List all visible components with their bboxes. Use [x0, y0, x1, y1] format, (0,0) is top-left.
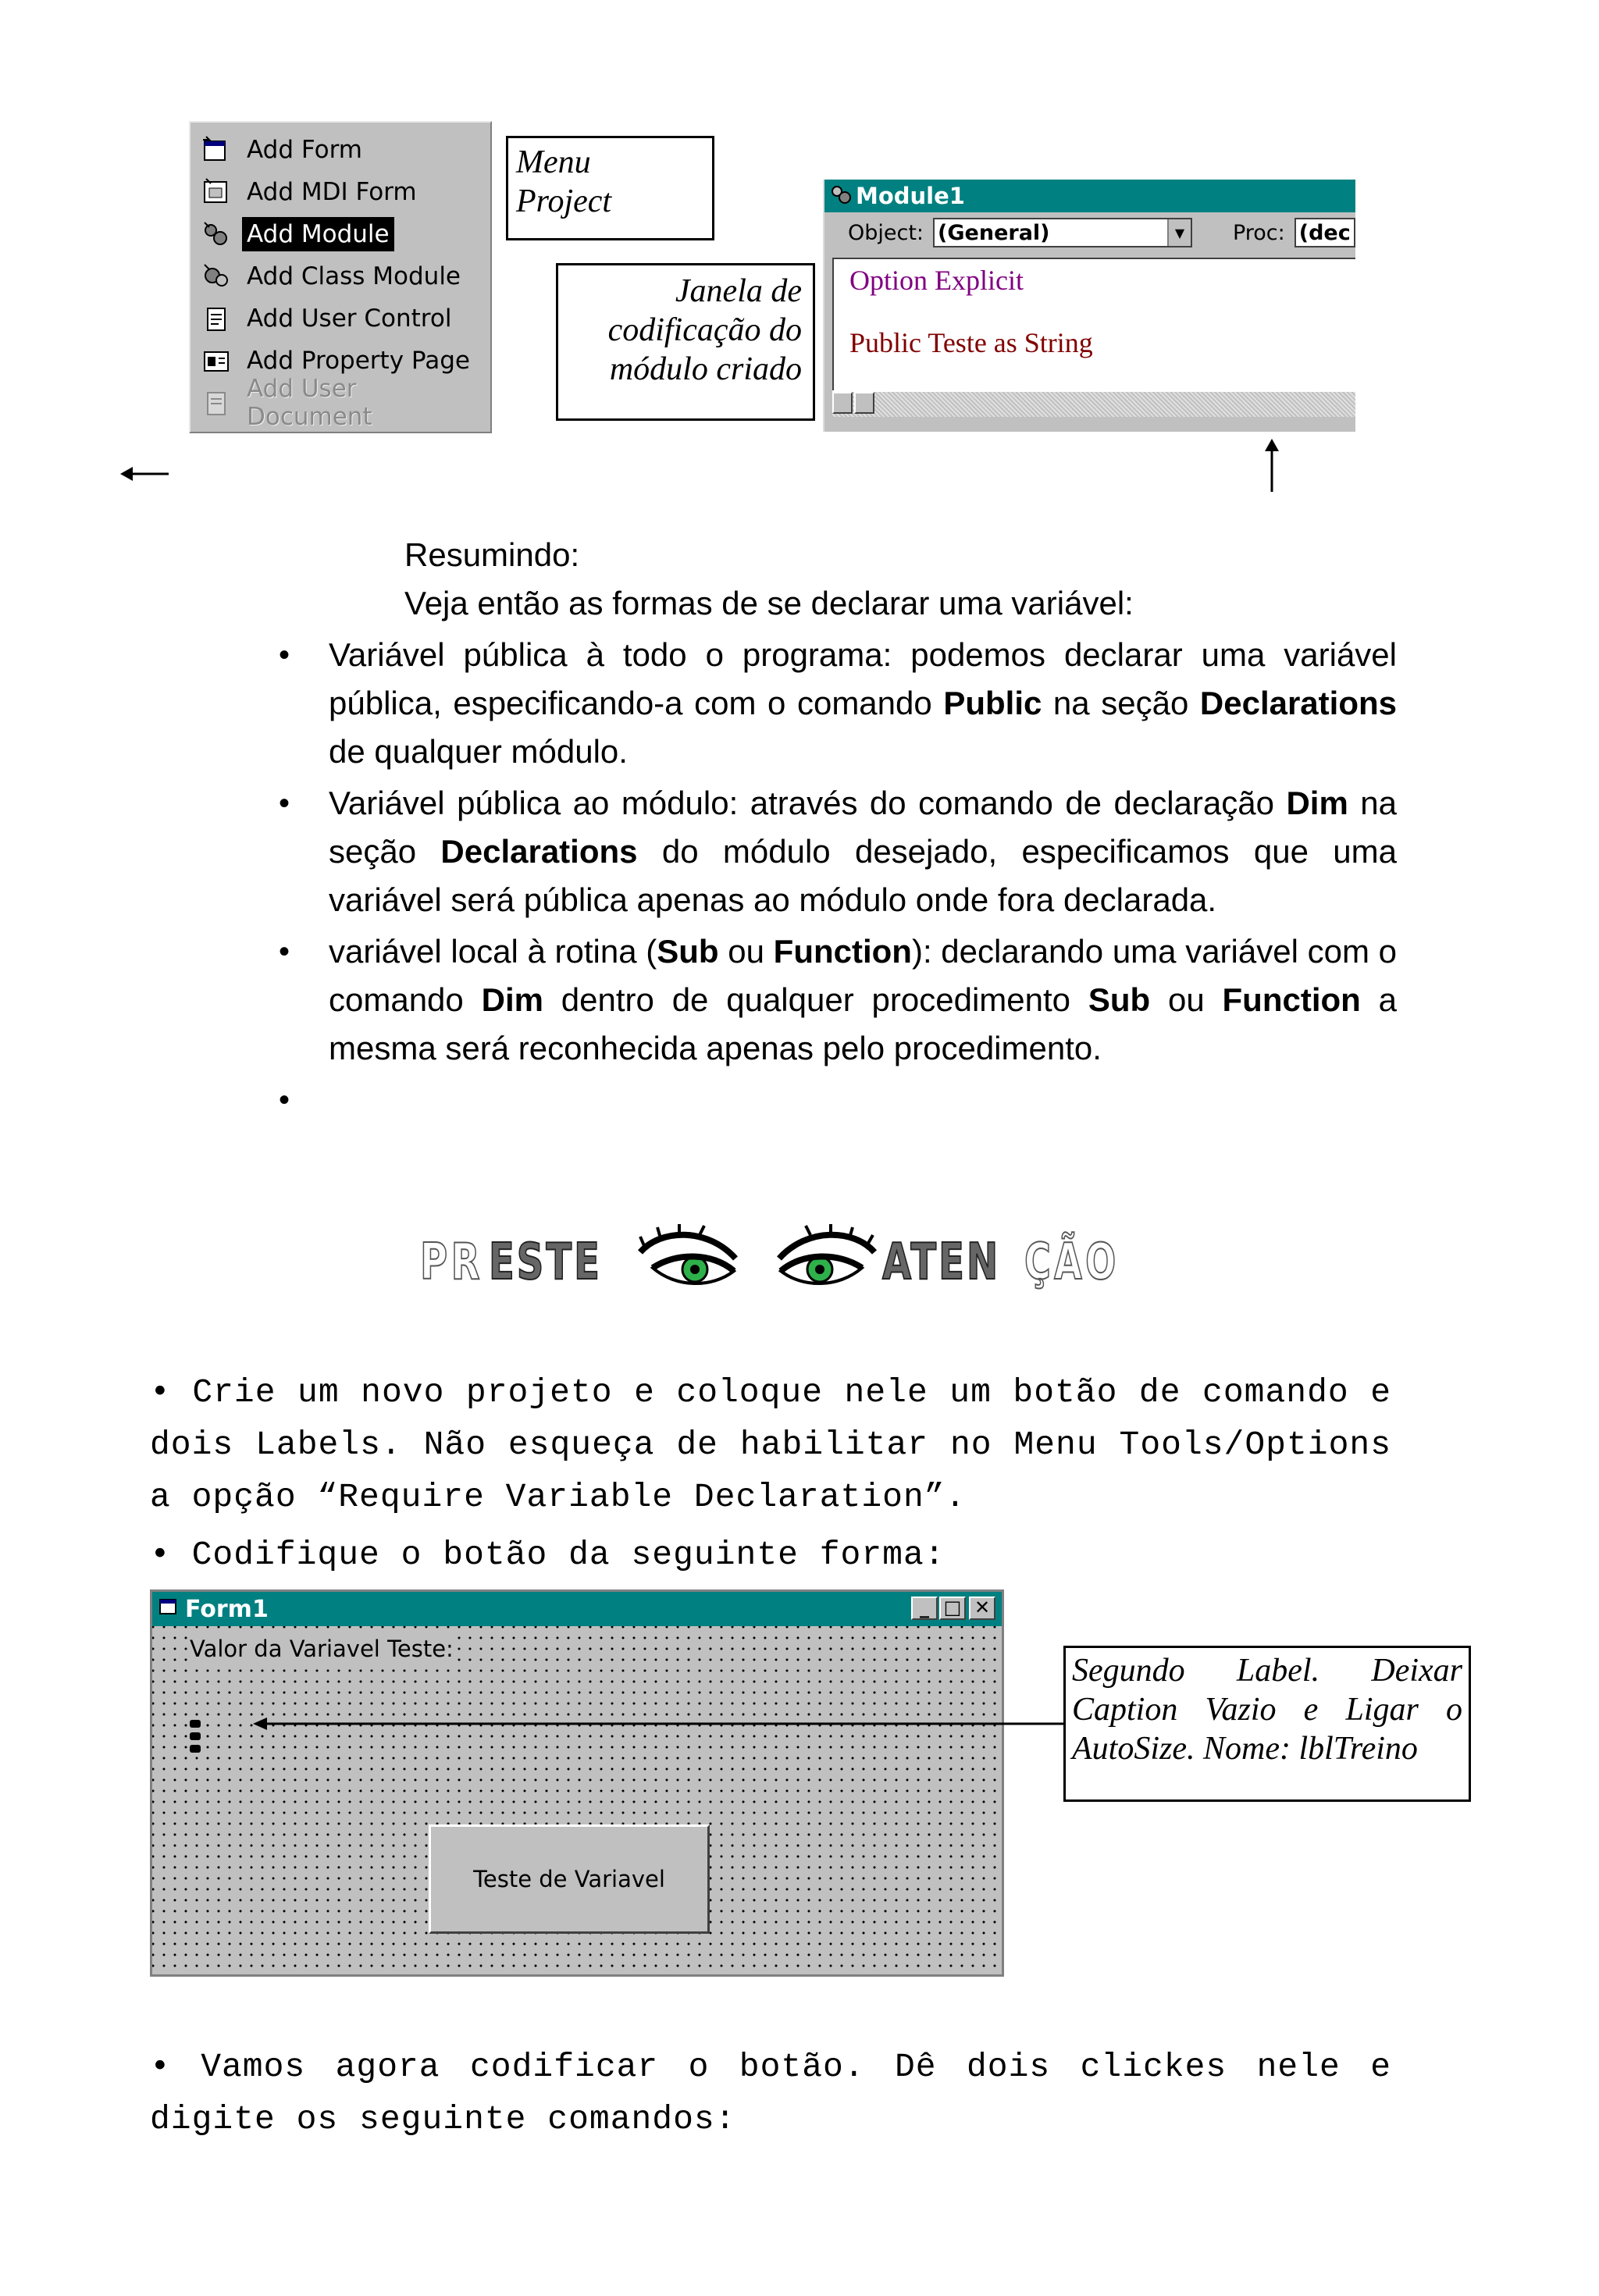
- chevron-down-icon[interactable]: ▼: [1167, 219, 1191, 246]
- form1-title: Form1: [185, 1595, 269, 1623]
- scroll-left-icon[interactable]: [832, 392, 853, 414]
- form1-window: [150, 1589, 1004, 1977]
- menu-item-add-form[interactable]: Add Form: [195, 129, 489, 171]
- bullet-local-routine: • variável local à rotina (Sub ou Function): declarando uma variável com o comando Dim dentro de qualquer procedimento Sub ou Function a mesma será reconhecida apenas pelo procedimento.: [279, 927, 1397, 1073]
- mdi-form-icon: [201, 177, 231, 207]
- code-line-public-teste: Public Teste as String: [849, 327, 1093, 358]
- label-valor-variavel[interactable]: Valor da Variavel Teste:: [190, 1636, 454, 1662]
- menu-item-add-user-control[interactable]: Add User Control: [195, 297, 489, 340]
- instruction-item-3: • Vamos agora codificar o botão. Dê dois clickes nele e digite os seguinte comandos:: [150, 2048, 1391, 2138]
- menu-item-add-module[interactable]: Add Module: [195, 213, 489, 255]
- close-icon[interactable]: ✕: [969, 1597, 995, 1620]
- bullet-public-program: • Variável pública à todo o programa: podemos declarar uma variável pública, especificando-a com o comando Public na seção Declarations de qualquer módulo.: [279, 631, 1397, 776]
- callout-segundo-label: Segundo Label. Deixar Caption Vazio e Ligar o AutoSize. Nome: lblTreino: [1063, 1646, 1471, 1802]
- module-icon: [829, 182, 853, 211]
- instruction-item-2: • Codifique o botão da seguinte forma:: [150, 1536, 946, 1574]
- pointer-arrow-icon: [250, 1714, 1070, 1738]
- up-arrow-icon: [1260, 437, 1284, 493]
- left-arrow-icon: [117, 462, 172, 486]
- proc-combo[interactable]: [1295, 218, 1355, 247]
- callout-janela-codificacao: Janela de codificação do módulo criado: [556, 263, 815, 421]
- menu-item-add-mdi-form[interactable]: Add MDI Form: [195, 171, 489, 213]
- form1-titlebar[interactable]: [152, 1592, 1002, 1626]
- left-eye-icon: [637, 1224, 740, 1299]
- menu-item-add-class-module[interactable]: Add Class Module: [195, 255, 489, 297]
- property-page-icon: [201, 346, 231, 376]
- object-value: (General): [938, 220, 1050, 245]
- bullet-dot: •: [150, 1536, 192, 1574]
- object-combo[interactable]: [933, 218, 1192, 247]
- resumindo-heading: Resumindo:: [404, 536, 580, 573]
- form1-design-surface[interactable]: [152, 1626, 1002, 1974]
- proc-label: Proc:: [1232, 220, 1285, 245]
- module-icon: [201, 219, 231, 249]
- module1-title: Module1: [856, 183, 965, 209]
- module1-window: [823, 180, 1355, 432]
- scroll-thumb[interactable]: [854, 392, 874, 414]
- intro-text: Veja então as formas de se declarar uma variável:: [404, 585, 1134, 621]
- instruction-item-1: • Crie um novo projeto e coloque nele um botão de comando e dois Labels. Não esqueça de habilitar no Menu Tools/Options a opção “Require Variable Declaration”.: [150, 1373, 1392, 1516]
- menu-item-add-property-page[interactable]: Add Property Page: [195, 340, 489, 382]
- minimize-icon[interactable]: _: [911, 1597, 938, 1620]
- right-eye-icon: [775, 1224, 878, 1299]
- declaration-bullets: [279, 631, 1397, 1127]
- callout-menu-project: Menu Project: [506, 136, 714, 240]
- maximize-icon[interactable]: □: [939, 1597, 966, 1620]
- user-control-icon: [201, 304, 231, 333]
- bullet-public-module: • Variável pública ao módulo: através do comando de declaração Dim na seção Declarations do módulo desejado, especificamos que uma variável será pública apenas ao módulo onde fora declarada.: [279, 779, 1397, 924]
- form-icon: [158, 1596, 179, 1623]
- teste-de-variavel-button[interactable]: Teste de Variavel: [429, 1824, 710, 1934]
- selection-handle[interactable]: [190, 1720, 201, 1728]
- code-editor[interactable]: [832, 258, 1355, 392]
- preste-atencao-banner: PR ESTE ATEN ÇÃO: [420, 1224, 1123, 1310]
- selection-handle[interactable]: [190, 1732, 201, 1740]
- class-module-icon: [201, 262, 231, 291]
- form-icon: [201, 135, 231, 165]
- bullet-dot: •: [150, 2048, 201, 2086]
- project-menu: [189, 121, 492, 433]
- bullet-dot: •: [150, 1373, 193, 1411]
- user-document-icon: [201, 388, 231, 418]
- horizontal-scrollbar[interactable]: [832, 390, 1355, 417]
- proc-value: (dec: [1298, 220, 1351, 245]
- bullet-empty: [279, 1076, 1397, 1124]
- module1-titlebar[interactable]: [824, 180, 1355, 212]
- object-label: Object:: [848, 220, 924, 245]
- code-line-option-explicit: Option Explicit: [849, 265, 1024, 296]
- menu-item-add-user-document: Add User Document: [195, 382, 489, 424]
- selection-handle[interactable]: [190, 1745, 201, 1753]
